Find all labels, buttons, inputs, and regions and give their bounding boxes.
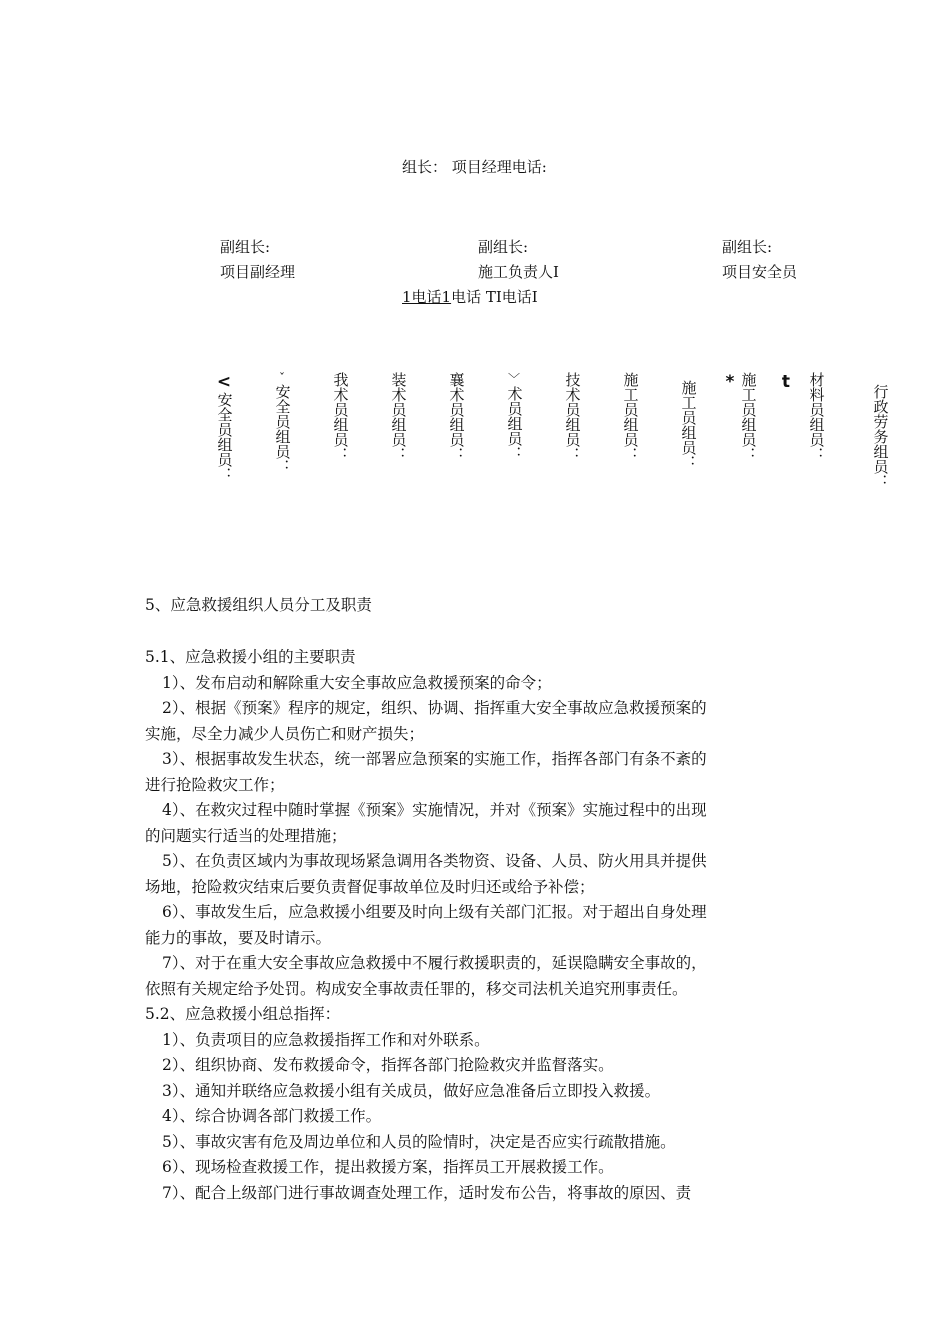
s52-line-5: 5）、事故灾害有危及周边单位和人员的险情时，决定是否应实行疏散措施。 — [162, 1132, 676, 1151]
section5-heading: 5、应急救援组织人员分工及职责 — [145, 596, 372, 614]
s51-line-5: 进行抢险救灾工作； — [145, 775, 285, 794]
s51-line-9: 场地，抢险救灾结束后要负责督促事故单位及时归还或给予补偿； — [145, 877, 595, 896]
member-col-13-text: 行政劳务组员： — [871, 384, 890, 489]
s52-line-1: 1）、负责项目的应急救援指挥工作和对外联系。 — [162, 1030, 490, 1049]
section5-body — [145, 645, 825, 1206]
member-col-10-mark: * — [725, 372, 735, 392]
member-col-10-text: 施工员组员： — [739, 372, 758, 462]
deputy-3-role: 项目安全员 — [722, 263, 798, 281]
member-col-4 — [388, 372, 408, 462]
s52-line-7: 7）、配合上级部门进行事故调查处理工作，适时发布公告，将事故的原因、责 — [162, 1183, 692, 1202]
member-col-2-mark: ˇ — [279, 371, 285, 385]
member-col-2-text: 安全员组员： — [273, 384, 292, 474]
member-col-3 — [330, 372, 350, 462]
s51-line-4: 3）、根据事故发生状态，统一部署应急预案的实施工作，指挥各部门有条不紊的 — [162, 750, 707, 768]
phone-row — [402, 286, 538, 307]
s51-line-2: 2）、根据《预案》程序的规定，组织、协调、指挥重大安全事故应急救援预案的 — [162, 699, 707, 717]
member-col-8-text: 施工员组员： — [621, 372, 640, 462]
deputy-1-title: 副组长: — [220, 238, 271, 256]
deputy-3-title: 副组长: — [722, 238, 773, 256]
leader-line: 组长： 项目经理电话: — [402, 158, 547, 176]
s51-line-1: 1）、发布启动和解除重大安全事故应急救援预案的命令； — [162, 673, 552, 692]
member-col-1-text: 安全员组员： — [215, 392, 234, 482]
member-col-6-text: 术员组员： — [505, 386, 524, 461]
s51-line-13: 依照有关规定给予处罚。构成安全事故责任罪的，移交司法机关追究刑事责任。 — [145, 979, 688, 998]
member-col-1 — [214, 372, 234, 482]
member-col-1-mark: < — [216, 372, 232, 392]
member-col-11 — [776, 372, 796, 392]
s51-line-10: 6）、事故发生后，应急救援小组要及时向上级有关部门汇报。对于超出自身处理 — [162, 903, 707, 921]
s52-line-2: 2）、组织协商、发布救援命令，指挥各部门抢险救灾并监督落实。 — [162, 1056, 614, 1074]
s52-line-4: 4）、综合协调各部门救援工作。 — [162, 1107, 382, 1125]
member-col-12-text: 材料员组员： — [807, 372, 826, 462]
member-col-3-text: 我术员组员： — [331, 372, 350, 462]
s52-line-6: 6）、现场检查救援工作，提出救援方案，指挥员工开展救援工作。 — [162, 1158, 614, 1176]
s51-line-11: 能力的事故，要及时请示。 — [145, 928, 332, 947]
member-col-10-body — [738, 372, 758, 462]
s51-heading: 5.1、应急救援小组的主要职责 — [145, 648, 356, 666]
member-col-2 — [272, 372, 292, 474]
s51-line-8: 5）、在负责区域内为事故现场紧急调用各类物资、设备、人员、防火用具并提供 — [162, 852, 707, 870]
s52-line-3: 3）、通知并联络应急救援小组有关成员，做好应急准备后立即投入救援。 — [162, 1081, 661, 1100]
member-col-9-text: 施工员组员： — [679, 380, 698, 470]
member-col-5-text: 襄术员组员： — [447, 372, 466, 462]
member-col-4-text: 装术员组员： — [389, 372, 408, 462]
member-col-13 — [870, 384, 890, 489]
member-col-6-mark: ﹀ — [507, 372, 520, 386]
member-col-9 — [678, 380, 698, 470]
phone-row-part2: 电话 TI电话I — [451, 288, 538, 306]
deputy-2-title: 副组长: — [478, 238, 529, 256]
deputy-1-role: 项目副经理 — [220, 263, 296, 281]
member-col-6 — [504, 372, 524, 461]
member-col-5 — [446, 372, 466, 462]
s51-line-3: 实施，尽全力减少人员伤亡和财产损失； — [145, 724, 425, 743]
s51-line-6: 4）、在救灾过程中随时掌握《预案》实施情况，并对《预案》实施过程中的出现 — [162, 801, 707, 819]
member-col-11-mark: t — [781, 372, 791, 392]
member-col-10 — [720, 372, 740, 392]
member-col-7-text: 技术员组员： — [563, 372, 582, 462]
s51-line-12: 7）、对于在重大安全事故应急救援中不履行救援职责的，延误隐瞒安全事故的， — [162, 954, 707, 972]
member-col-12 — [806, 372, 826, 462]
member-col-8 — [620, 372, 640, 462]
s51-line-7: 的问题实行适当的处理措施； — [145, 826, 347, 845]
deputy-2-role: 施工负责人I — [478, 263, 559, 281]
s52-heading: 5.2、应急救援小组总指挥： — [145, 1005, 341, 1023]
member-col-7 — [562, 372, 582, 462]
phone-row-part1: 1电话1 — [402, 288, 452, 306]
